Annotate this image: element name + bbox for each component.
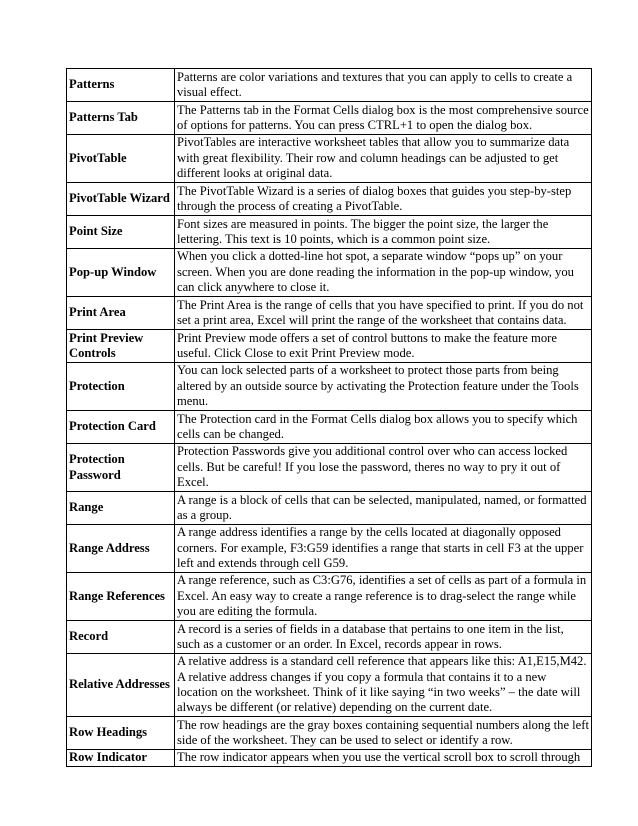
glossary-term: PivotTable Wizard — [67, 183, 175, 216]
glossary-definition: The Protection card in the Format Cells dialog box allows you to specify which cells can be changed. — [175, 411, 592, 444]
table-row — [67, 69, 592, 102]
glossary-definition: A relative address is a standard cell reference that appears like this: A1,E15,M42. A relative address changes if you copy a formula that contains it to a new location on the worksheet. Think of it like saying “in two weeks” – the date will always be different (or relative) depending on the current date. — [175, 654, 592, 717]
glossary-definition: PivotTables are interactive worksheet tables that allow you to summarize data with great flexibility. Their row and column headings can be adjusted to get different looks at original data. — [175, 135, 592, 183]
glossary-term: Print Preview Controls — [67, 330, 175, 363]
glossary-term: Protection — [67, 363, 175, 411]
glossary-term: Row Headings — [67, 717, 175, 750]
table-row — [67, 654, 592, 717]
glossary-definition: Patterns are color variations and textures that you can apply to cells to create a visual effect. — [175, 69, 592, 102]
table-row — [67, 750, 592, 767]
glossary-definition: The row headings are the gray boxes containing sequential numbers along the left side of the worksheet. They can be used to select or identify a row. — [175, 717, 592, 750]
glossary-term: Point Size — [67, 216, 175, 249]
glossary-definition: The Patterns tab in the Format Cells dialog box is the most comprehensive source of options for patterns. You can press CTRL+1 to open the dialog box. — [175, 102, 592, 135]
glossary-term: Protection Card — [67, 411, 175, 444]
table-row — [67, 525, 592, 573]
glossary-term: Print Area — [67, 297, 175, 330]
glossary-term: Patterns — [67, 69, 175, 102]
table-row — [67, 216, 592, 249]
table-row — [67, 492, 592, 525]
glossary-term: Relative Addresses — [67, 654, 175, 717]
table-row — [67, 330, 592, 363]
table-row — [67, 717, 592, 750]
table-row — [67, 249, 592, 297]
table-row — [67, 135, 592, 183]
glossary-term: Protection Password — [67, 444, 175, 492]
table-row — [67, 363, 592, 411]
glossary-term: Range References — [67, 573, 175, 621]
glossary-definition: When you click a dotted-line hot spot, a separate window “pops up” on your screen. When you are done reading the information in the pop-up window, you can click anywhere to close it. — [175, 249, 592, 297]
glossary-definition: You can lock selected parts of a worksheet to protect those parts from being altered by an outside source by activating the Protection feature under the Tools menu. — [175, 363, 592, 411]
glossary-definition: Font sizes are measured in points. The bigger the point size, the larger the lettering. This text is 10 points, which is a common point size. — [175, 216, 592, 249]
glossary-term: PivotTable — [67, 135, 175, 183]
table-row — [67, 444, 592, 492]
glossary-term: Patterns Tab — [67, 102, 175, 135]
table-row — [67, 297, 592, 330]
glossary-definition: A record is a series of fields in a database that pertains to one item in the list, such as a customer or an order. In Excel, records appear in rows. — [175, 621, 592, 654]
glossary-definition: A range is a block of cells that can be selected, manipulated, named, or formatted as a group. — [175, 492, 592, 525]
glossary-definition: Print Preview mode offers a set of control buttons to make the feature more useful. Click Close to exit Print Preview mode. — [175, 330, 592, 363]
table-row — [67, 411, 592, 444]
glossary-term: Range — [67, 492, 175, 525]
table-row — [67, 183, 592, 216]
glossary-definition: The PivotTable Wizard is a series of dialog boxes that guides you step-by-step through the process of creating a PivotTable. — [175, 183, 592, 216]
glossary-definition: The row indicator appears when you use the vertical scroll box to scroll through — [175, 750, 592, 767]
glossary-term: Range Address — [67, 525, 175, 573]
glossary-definition: A range reference, such as C3:G76, identifies a set of cells as part of a formula in Excel. An easy way to create a range reference is to drag-select the range while you are editing the formula. — [175, 573, 592, 621]
glossary-definition: A range address identifies a range by the cells located at diagonally opposed corners. For example, F3:G59 identifies a range that starts in cell F3 at the upper left and extends through cell G59. — [175, 525, 592, 573]
table-row — [67, 102, 592, 135]
table-row — [67, 573, 592, 621]
glossary-table — [66, 68, 592, 767]
glossary-term: Row Indicator — [67, 750, 175, 767]
glossary-definition: Protection Passwords give you additional control over who can access locked cells. But be careful! If you lose the password, theres no way to pry it out of Excel. — [175, 444, 592, 492]
glossary-definition: The Print Area is the range of cells that you have specified to print. If you do not set a print area, Excel will print the range of the worksheet that contains data. — [175, 297, 592, 330]
glossary-term: Pop-up Window — [67, 249, 175, 297]
table-row — [67, 621, 592, 654]
glossary-term: Record — [67, 621, 175, 654]
